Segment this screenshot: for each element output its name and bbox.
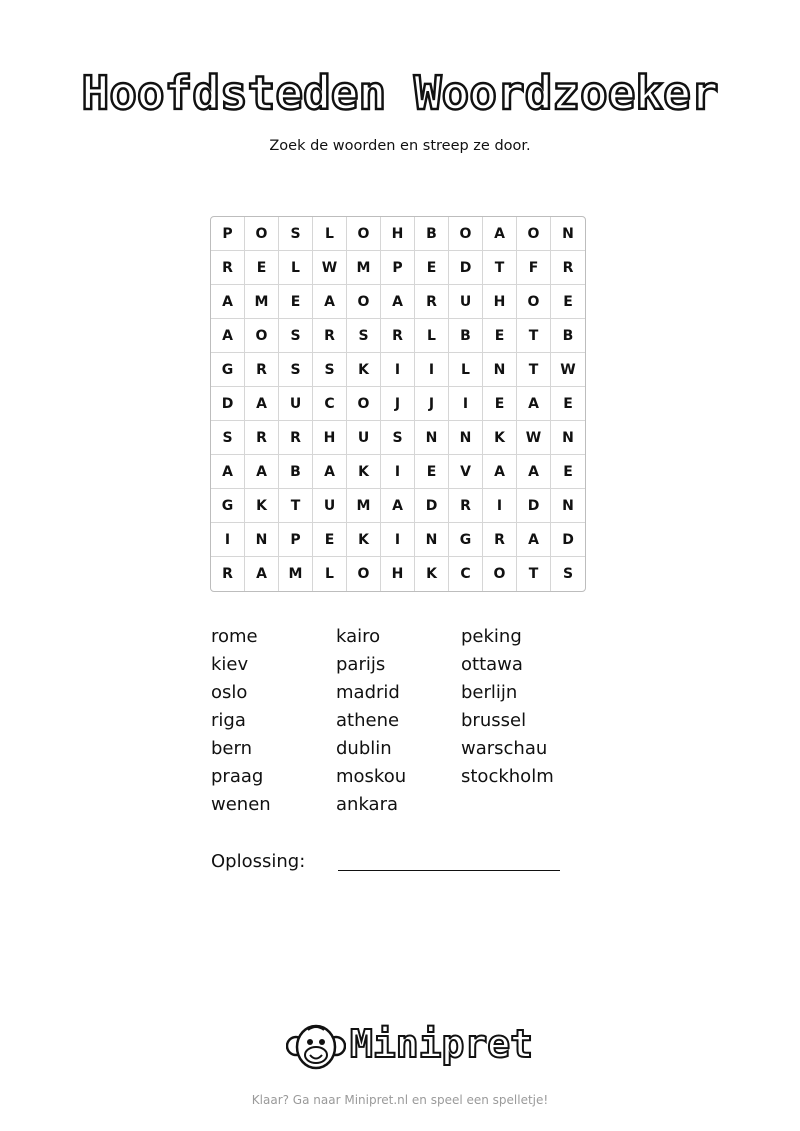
- grid-cell[interactable]: E: [483, 319, 517, 353]
- grid-cell[interactable]: N: [449, 421, 483, 455]
- grid-cell[interactable]: D: [551, 523, 585, 557]
- grid-cell[interactable]: B: [415, 217, 449, 251]
- footer-text: Klaar? Ga naar Minipret.nl en speel een spelletje!: [251, 1093, 549, 1107]
- grid-cell[interactable]: I: [415, 353, 449, 387]
- word-list-item: kiev: [211, 654, 249, 675]
- grid-cell[interactable]: B: [279, 455, 313, 489]
- grid-cell[interactable]: C: [313, 387, 347, 421]
- grid-cell[interactable]: R: [415, 285, 449, 319]
- word-list-item: bern: [211, 738, 252, 759]
- grid-cell[interactable]: T: [483, 251, 517, 285]
- word-list-item: praag: [211, 766, 264, 787]
- grid-cell[interactable]: S: [279, 217, 313, 251]
- grid-cell[interactable]: I: [381, 353, 415, 387]
- grid-cell[interactable]: G: [211, 489, 245, 523]
- word-list-item: wenen: [211, 794, 271, 815]
- grid-cell[interactable]: R: [279, 421, 313, 455]
- grid-cell[interactable]: I: [381, 523, 415, 557]
- grid-cell[interactable]: A: [313, 285, 347, 319]
- grid-cell[interactable]: I: [483, 489, 517, 523]
- word-list-item: oslo: [211, 682, 248, 703]
- grid-cell[interactable]: S: [279, 353, 313, 387]
- grid-cell[interactable]: D: [211, 387, 245, 421]
- grid-cell[interactable]: B: [449, 319, 483, 353]
- grid-cell[interactable]: A: [313, 455, 347, 489]
- grid-cell[interactable]: L: [279, 251, 313, 285]
- instructions: Zoek de woorden en streep ze door.: [269, 138, 531, 154]
- grid-cell[interactable]: P: [211, 217, 245, 251]
- grid-cell[interactable]: U: [279, 387, 313, 421]
- grid-cell[interactable]: N: [415, 523, 449, 557]
- word-list-column: [211, 626, 336, 816]
- grid-cell[interactable]: K: [483, 421, 517, 455]
- solution-answer-line[interactable]: [338, 870, 560, 871]
- word-list-item: warschau: [461, 738, 548, 759]
- grid-cell[interactable]: L: [415, 319, 449, 353]
- grid-cell[interactable]: U: [313, 489, 347, 523]
- grid-cell[interactable]: K: [415, 557, 449, 591]
- grid-cell[interactable]: B: [551, 319, 585, 353]
- grid-cell[interactable]: R: [551, 251, 585, 285]
- grid-cell[interactable]: O: [347, 557, 381, 591]
- grid-cell[interactable]: V: [449, 455, 483, 489]
- grid-cell[interactable]: G: [449, 523, 483, 557]
- word-list-item: stockholm: [461, 766, 554, 787]
- grid-cell[interactable]: M: [347, 251, 381, 285]
- grid-cell[interactable]: N: [245, 523, 279, 557]
- grid-cell[interactable]: N: [551, 217, 585, 251]
- grid-cell[interactable]: E: [483, 387, 517, 421]
- grid-cell[interactable]: O: [245, 217, 279, 251]
- grid-cell[interactable]: H: [483, 285, 517, 319]
- grid-cell[interactable]: S: [562, 566, 574, 582]
- grid-cell[interactable]: K: [347, 455, 381, 489]
- grid-cell[interactable]: R: [211, 251, 245, 285]
- grid-cell[interactable]: U: [347, 421, 381, 455]
- grid-cell[interactable]: D: [415, 489, 449, 523]
- grid-cell[interactable]: E: [415, 455, 449, 489]
- logo-wordmark: Minipret: [350, 1022, 534, 1066]
- grid-cell[interactable]: A: [517, 387, 551, 421]
- grid-cell[interactable]: A: [245, 557, 279, 591]
- grid-cell[interactable]: R: [211, 557, 245, 591]
- word-list-column: [461, 626, 586, 816]
- grid-cell[interactable]: H: [313, 421, 347, 455]
- word-list: [211, 626, 586, 816]
- grid-cell[interactable]: E: [551, 387, 585, 421]
- grid-cell[interactable]: W: [551, 353, 585, 387]
- grid-cell[interactable]: K: [347, 523, 381, 557]
- grid-cell[interactable]: O: [449, 217, 483, 251]
- grid-cell[interactable]: A: [245, 387, 279, 421]
- word-list-item: athene: [336, 710, 400, 731]
- word-list-item: madrid: [336, 682, 400, 703]
- grid-cell[interactable]: D: [517, 489, 551, 523]
- grid-cell[interactable]: A: [211, 455, 245, 489]
- word-list-item: parijs: [336, 654, 386, 675]
- grid-cell[interactable]: O: [483, 557, 517, 591]
- word-list-item: ottawa: [461, 654, 523, 675]
- grid-cell[interactable]: R: [245, 421, 279, 455]
- monkey-icon: [286, 1020, 346, 1076]
- grid-cell[interactable]: A: [381, 489, 415, 523]
- grid-cell[interactable]: J: [381, 387, 415, 421]
- grid-cell[interactable]: N: [415, 421, 449, 455]
- grid-cell[interactable]: N: [483, 353, 517, 387]
- grid-cell[interactable]: I: [449, 387, 483, 421]
- grid-cell[interactable]: D: [449, 251, 483, 285]
- grid-cell[interactable]: A: [517, 523, 551, 557]
- word-list-item: ankara: [336, 794, 399, 815]
- grid-cell[interactable]: G: [211, 353, 245, 387]
- grid-cell[interactable]: O: [347, 217, 381, 251]
- grid-cell[interactable]: S: [313, 353, 347, 387]
- grid-cell[interactable]: O: [517, 285, 551, 319]
- grid-cell[interactable]: S: [279, 319, 313, 353]
- grid-cell[interactable]: H: [381, 557, 415, 591]
- word-search-grid: [210, 216, 586, 592]
- grid-cell[interactable]: T: [517, 557, 551, 591]
- grid-cell[interactable]: E: [313, 523, 347, 557]
- grid-cell[interactable]: N: [551, 489, 585, 523]
- minipret-logo: [286, 1020, 534, 1076]
- word-list-item: brussel: [461, 710, 527, 731]
- grid-cell[interactable]: M: [279, 557, 313, 591]
- grid-cell[interactable]: R: [245, 353, 279, 387]
- grid-cell[interactable]: P: [381, 251, 415, 285]
- grid-cell[interactable]: J: [415, 387, 449, 421]
- solution-label: Oplossing:: [211, 851, 306, 872]
- grid-cell[interactable]: O: [347, 387, 381, 421]
- grid-cell[interactable]: S: [381, 421, 415, 455]
- grid-cell[interactable]: T: [279, 489, 313, 523]
- grid-cell[interactable]: R: [313, 319, 347, 353]
- grid-cell[interactable]: R: [483, 523, 517, 557]
- word-list-item: moskou: [336, 766, 407, 787]
- word-list-item: berlijn: [461, 682, 518, 703]
- grid-cell[interactable]: E: [415, 251, 449, 285]
- grid-cell[interactable]: L: [313, 557, 347, 591]
- grid-cell[interactable]: L: [313, 217, 347, 251]
- grid-cell[interactable]: L: [449, 353, 483, 387]
- grid-cell[interactable]: M: [347, 489, 381, 523]
- grid-cell[interactable]: K: [245, 489, 279, 523]
- grid-cell[interactable]: A: [211, 319, 245, 353]
- grid-cell[interactable]: I: [381, 455, 415, 489]
- grid-cell[interactable]: M: [245, 285, 279, 319]
- grid-cell[interactable]: E: [551, 285, 585, 319]
- grid-cell[interactable]: A: [381, 285, 415, 319]
- grid-cell[interactable]: U: [449, 285, 483, 319]
- grid-cell[interactable]: O: [517, 217, 551, 251]
- word-list-item: peking: [461, 626, 522, 647]
- grid-cell[interactable]: T: [517, 353, 551, 387]
- grid-cell[interactable]: K: [347, 353, 381, 387]
- grid-cell[interactable]: P: [279, 523, 313, 557]
- grid-cell[interactable]: A: [483, 455, 517, 489]
- page-title: Hoofdsteden Woordzoeker: [81, 66, 719, 120]
- word-list-item: rome: [211, 626, 258, 647]
- grid-cell[interactable]: A: [517, 455, 551, 489]
- grid-cell[interactable]: N: [551, 421, 585, 455]
- grid-cell[interactable]: S: [347, 319, 381, 353]
- grid-cell[interactable]: O: [347, 285, 381, 319]
- grid-cell[interactable]: A: [483, 217, 517, 251]
- grid-cell[interactable]: E: [551, 455, 585, 489]
- grid-cell[interactable]: O: [245, 319, 279, 353]
- grid-cell[interactable]: E: [279, 285, 313, 319]
- grid-cell[interactable]: E: [245, 251, 279, 285]
- word-list-item: kairo: [336, 626, 381, 647]
- grid-cell[interactable]: C: [449, 557, 483, 591]
- word-list-item: dublin: [336, 738, 392, 759]
- grid-cell[interactable]: I: [211, 523, 245, 557]
- grid-cell[interactable]: R: [381, 319, 415, 353]
- word-list-item: riga: [211, 710, 246, 731]
- grid-cell[interactable]: F: [517, 251, 551, 285]
- grid-cell[interactable]: W: [313, 251, 347, 285]
- grid-cell[interactable]: A: [245, 455, 279, 489]
- grid-cell[interactable]: R: [449, 489, 483, 523]
- grid-cell[interactable]: T: [517, 319, 551, 353]
- grid-cell[interactable]: H: [381, 217, 415, 251]
- grid-cell[interactable]: W: [517, 421, 551, 455]
- grid-cell[interactable]: S: [211, 421, 245, 455]
- word-list-column: [336, 626, 461, 816]
- grid-cell[interactable]: A: [211, 285, 245, 319]
